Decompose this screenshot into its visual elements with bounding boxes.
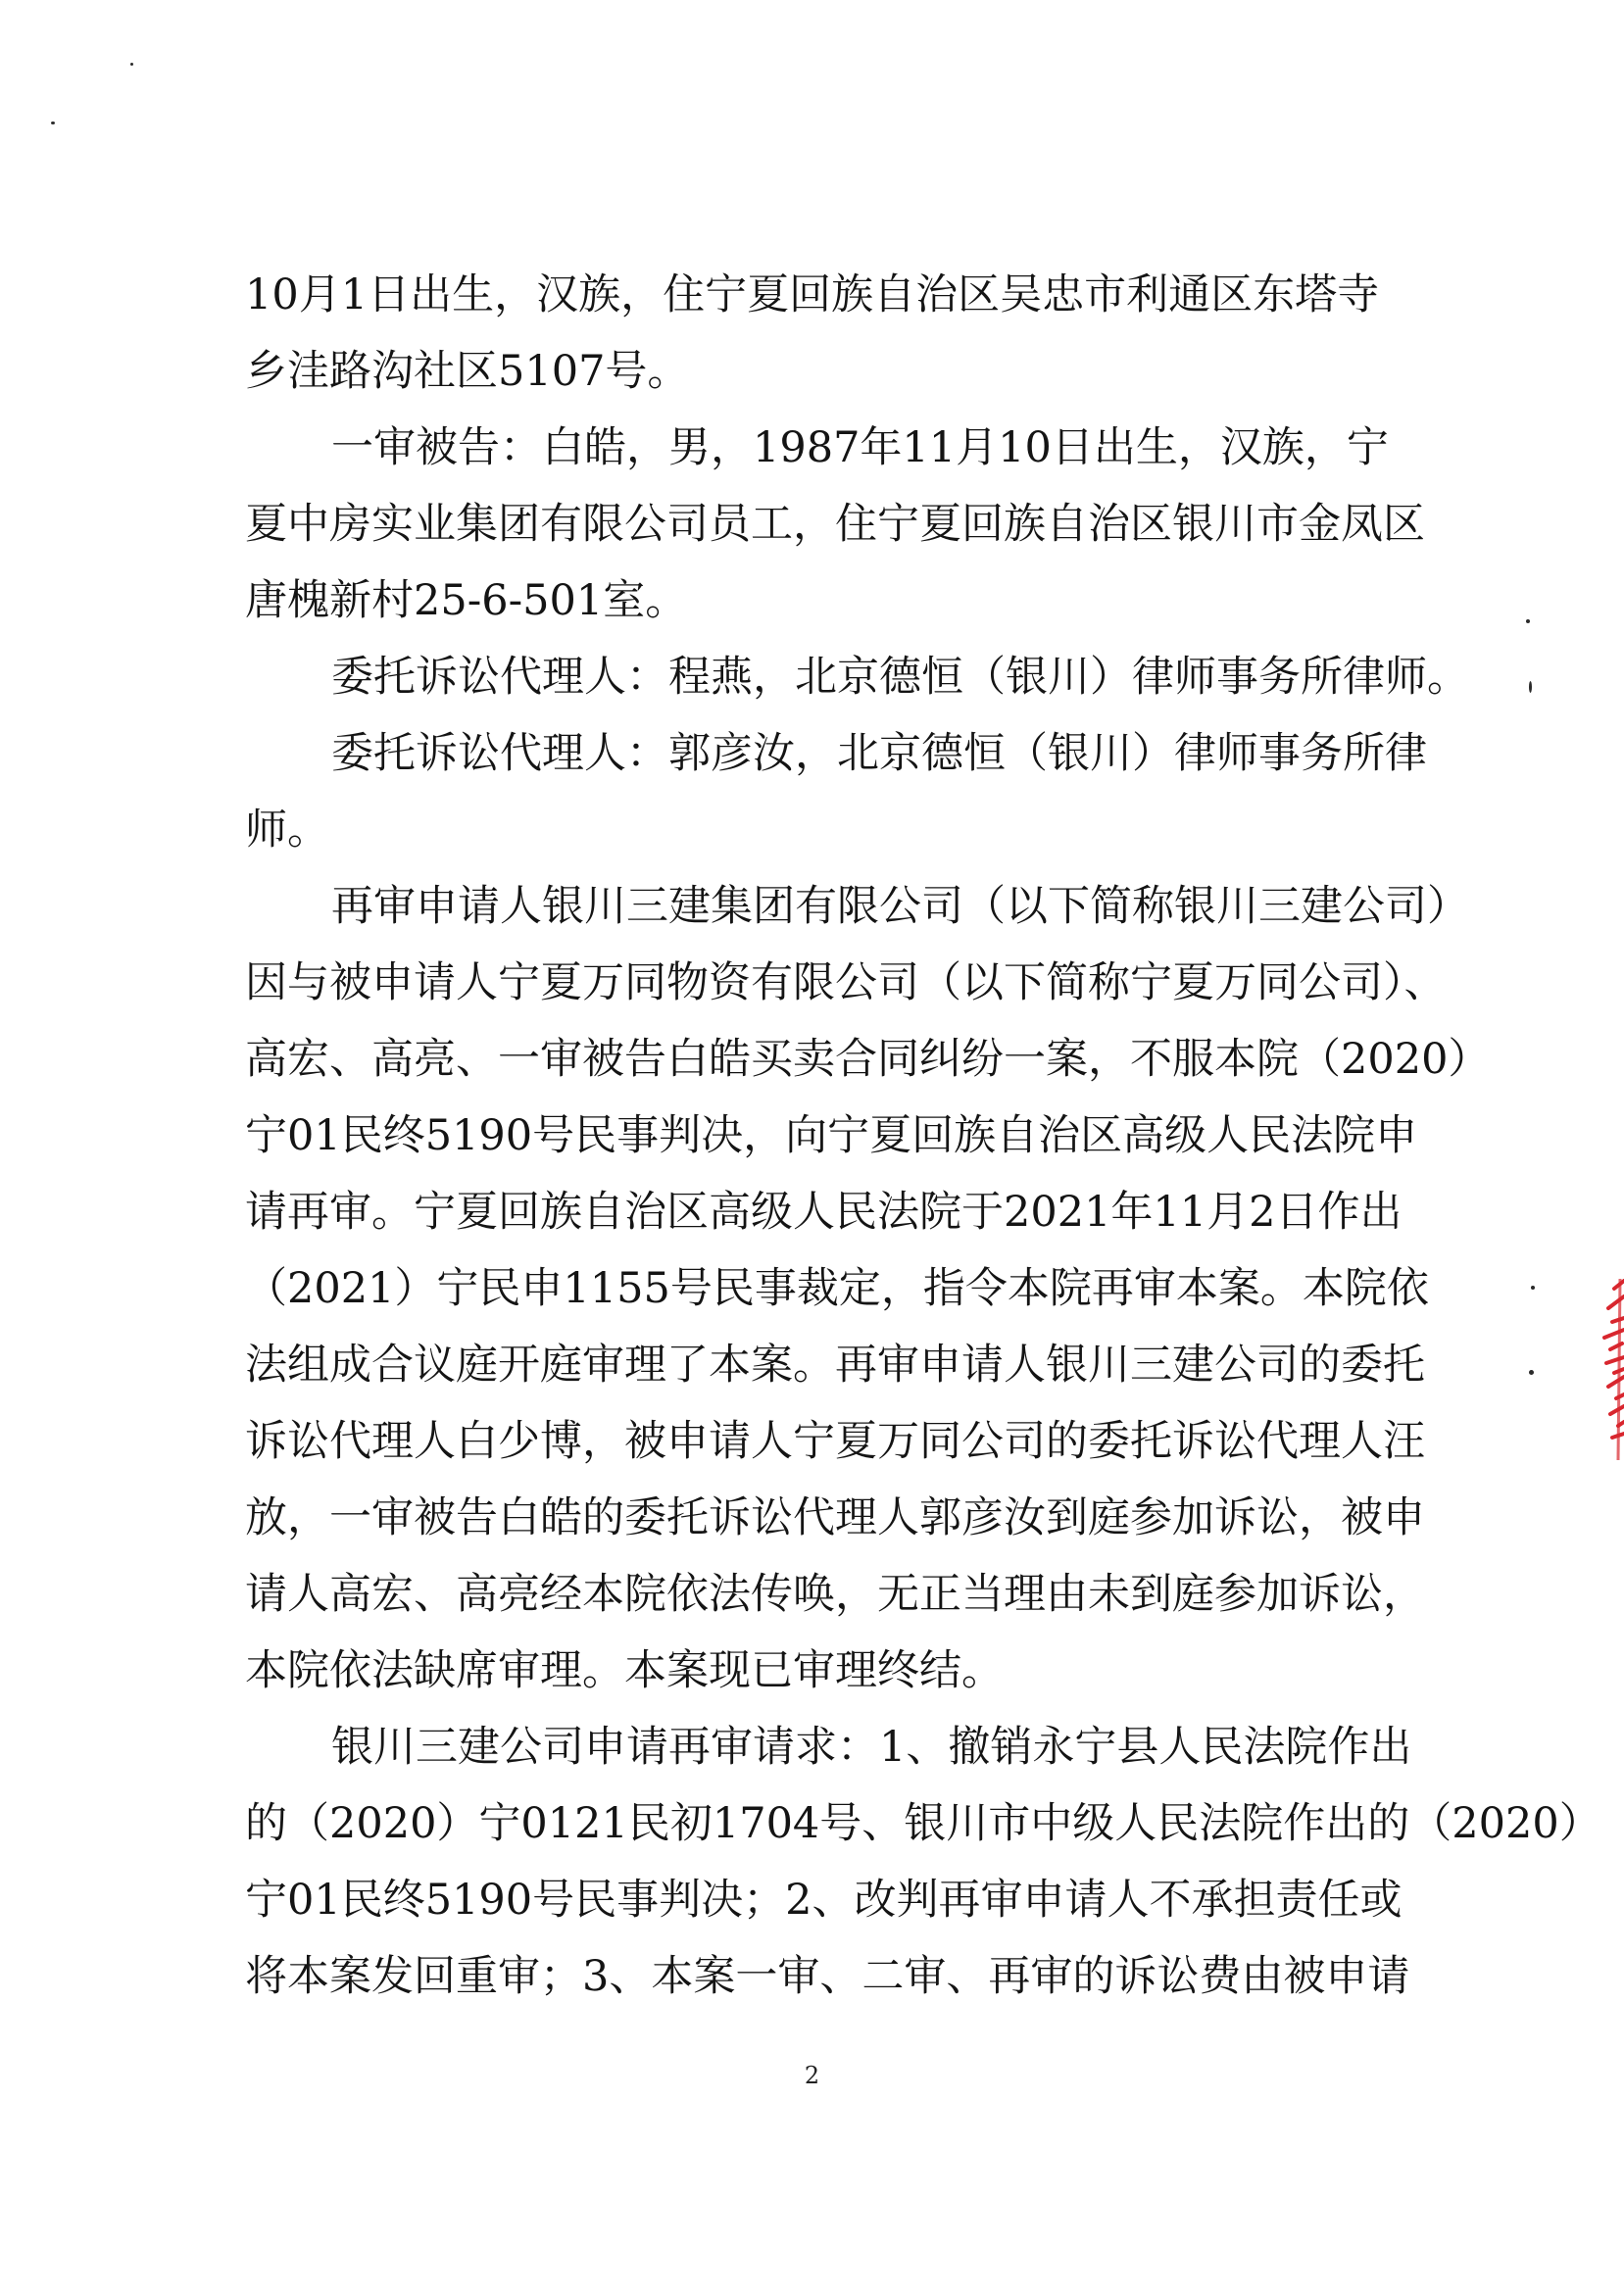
scan-speck (1526, 619, 1530, 623)
scan-speck (51, 122, 55, 124)
text-line: 放，一审被告白皓的委托诉讼代理人郭彦汝到庭参加诉讼，被申 (245, 1493, 1425, 1542)
seal-stamp-edge (1595, 1279, 1624, 1460)
text-line: 请人高宏、高亮经本院依法传唤，无正当理由未到庭参加诉讼， (245, 1570, 1425, 1619)
text-line: 乡洼路沟社区5107号。 (245, 347, 690, 396)
text-line: 宁01民终5190号民事判决，向宁夏回族自治区高级人民法院申 (245, 1111, 1418, 1160)
text-line: 一审被告：白皓，男，1987年11月10日出生，汉族，宁 (331, 423, 1389, 472)
text-line: 的（2020）宁0121民初1704号、银川市中级人民法院作出的（2020） (245, 1799, 1601, 1848)
text-line: 诉讼代理人白少博，被申请人宁夏万同公司的委托诉讼代理人汪 (245, 1417, 1425, 1466)
scan-speck (130, 63, 133, 66)
text-line: 因与被申请人宁夏万同物资有限公司（以下简称宁夏万同公司）、 (245, 958, 1447, 1007)
document-body (245, 257, 1601, 2015)
text-line: 本院依法缺席审理。本案现已审理终结。 (245, 1646, 1004, 1695)
text-line: 委托诉讼代理人：程燕，北京德恒（银川）律师事务所律师。 (331, 653, 1469, 702)
text-line: （2021）宁民申1155号民事裁定，指令本院再审本案。本院依 (245, 1264, 1429, 1313)
scan-speck (1529, 1370, 1534, 1375)
text-line: 将本案发回重审；3、本案一审、二审、再审的诉讼费由被申请 (245, 1952, 1410, 2001)
text-line: 师。 (245, 806, 329, 855)
text-line: 夏中房实业集团有限公司员工，住宁夏回族自治区银川市金凤区 (245, 500, 1425, 549)
text-line: 唐槐新村25-6-501室。 (245, 576, 688, 625)
text-line: 再审申请人银川三建集团有限公司（以下简称银川三建公司） (331, 882, 1469, 931)
text-line: 10月1日出生，汉族，住宁夏回族自治区吴忠市利通区东塔寺 (245, 270, 1380, 319)
text-line: 委托诉讼代理人：郭彦汝，北京德恒（银川）律师事务所律 (331, 729, 1427, 778)
scan-speck (1531, 1286, 1535, 1290)
text-line: 法组成合议庭开庭审理了本案。再审申请人银川三建公司的委托 (245, 1341, 1425, 1390)
text-line: 宁01民终5190号民事判决；2、改判再审申请人不承担责任或 (245, 1876, 1403, 1925)
page-number: 2 (804, 2062, 820, 2089)
scan-speck (1529, 681, 1532, 693)
seal-stamp-icon (1595, 1279, 1624, 1460)
text-line: 银川三建公司申请再审请求：1、撤销永宁县人民法院作出 (331, 1723, 1412, 1772)
text-line: 请再审。宁夏回族自治区高级人民法院于2021年11月2日作出 (245, 1188, 1403, 1237)
text-line: 高宏、高亮、一审被告白皓买卖合同纠纷一案，不服本院（2020） (245, 1035, 1491, 1084)
